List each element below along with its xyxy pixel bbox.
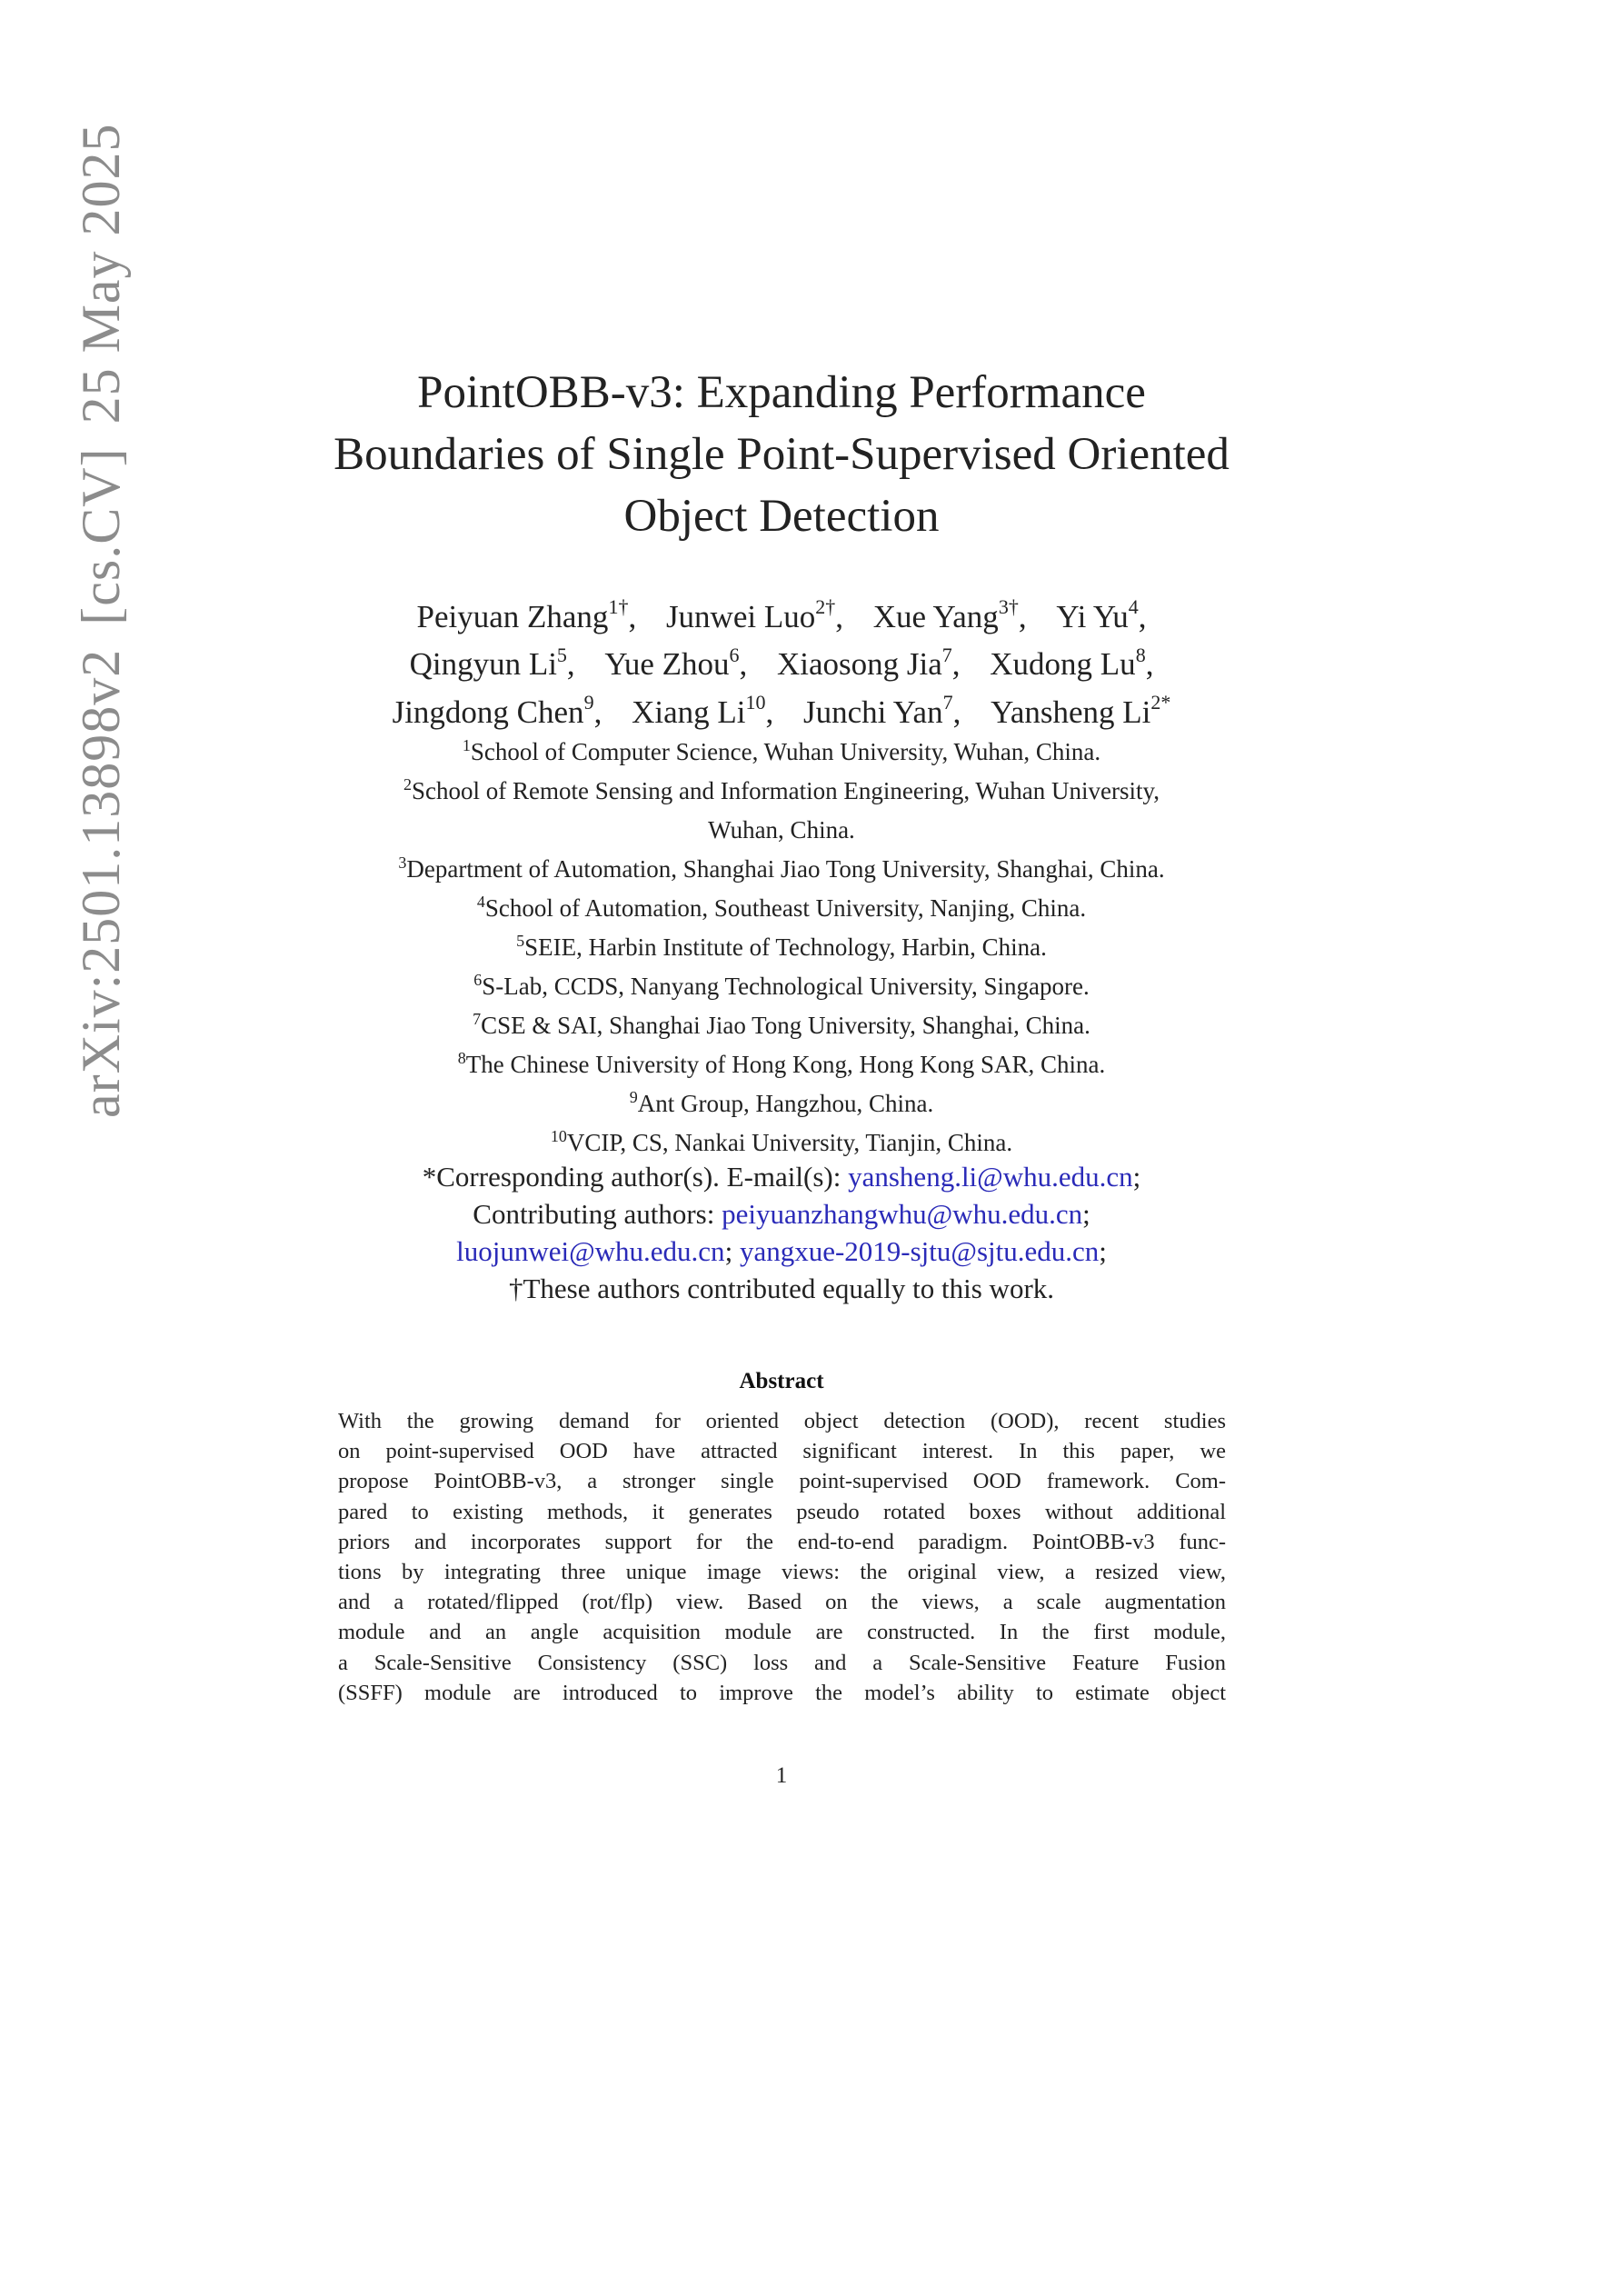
abstract-line: tions by integrating three unique image views: the original view, a resized view, xyxy=(338,1559,1226,1584)
title-line: Boundaries of Single Point-Supervised Oriented xyxy=(334,429,1230,480)
author: Yue Zhou$^6$, xyxy=(604,643,748,683)
author-line xyxy=(273,684,1290,733)
title-line: Object Detection xyxy=(623,491,940,542)
affiliation: $^2$School of Remote Sensing and Information Engineering, Wuhan University, xyxy=(403,775,1160,804)
abstract-line: a Scale-Sensitive Consistency (SSC) loss and a Scale-Sensitive Feature Fusion xyxy=(338,1650,1226,1675)
contributing-line: luojunwei@whu.edu.cn; yangxue-2019-sjtu@sjtu.edu.cn; xyxy=(456,1235,1107,1267)
abstract-line: and a rotated/flipped (rot/flp) view. Based on the views, a scale augmentation xyxy=(338,1590,1226,1615)
abstract-heading: Abstract xyxy=(739,1369,824,1393)
contributing-email-link[interactable]: yangxue-2019-sjtu@sjtu.edu.cn xyxy=(739,1235,1100,1267)
paper-title xyxy=(273,362,1290,547)
affiliation: $^7$CSE & SAI, Shanghai Jiao Tong University, Shanghai, China. xyxy=(473,1010,1090,1039)
abstract-line: module and an angle acquisition module are constructed. In the first module, xyxy=(338,1620,1226,1645)
author: Peiyuan Zhang$^{1\dagger}$, xyxy=(416,595,637,634)
abstract-line: (SSFF) module are introduced to improve the model’s ability to estimate object xyxy=(338,1680,1226,1705)
author-list xyxy=(273,589,1290,733)
arxiv-date: 25 May 2025 xyxy=(71,123,131,424)
abstract-line: pared to existing methods, it generates pseudo rotated boxes without additional xyxy=(338,1499,1226,1524)
affiliation: $^6$S-Lab, CCDS, Nanyang Technological University, Singapore. xyxy=(473,971,1090,1000)
equal-contribution-note: †These authors contributed equally to this work. xyxy=(508,1273,1055,1304)
affiliation: $^4$School of Automation, Southeast University, Nanjing, China. xyxy=(476,893,1087,922)
affiliation: $^3$Department of Automation, Shanghai Jiao Tong University, Shanghai, China. xyxy=(398,854,1165,883)
author: Junchi Yan$^7$, xyxy=(802,691,961,730)
author: Qingyun Li$^5$, xyxy=(409,643,575,683)
affiliation: Wuhan, China. xyxy=(708,816,855,844)
author: Xiang Li$^{10}$, xyxy=(632,691,774,730)
author-line xyxy=(273,589,1290,637)
contact-info xyxy=(273,1158,1290,1307)
affiliation-list xyxy=(273,729,1290,1159)
title-line: PointOBB-v3: Expanding Performance xyxy=(417,367,1146,418)
affiliation: $^8$The Chinese University of Hong Kong, Hong Kong SAR, China. xyxy=(457,1049,1106,1078)
author: Junwei Luo$^{2\dagger}$, xyxy=(665,595,843,634)
arxiv-category: [cs.CV] xyxy=(71,447,131,625)
corresponding-label: *Corresponding author(s). E-mail(s): xyxy=(422,1161,841,1193)
contributing-label: Contributing authors: xyxy=(473,1198,715,1230)
author-line xyxy=(273,637,1290,685)
contributing-email-link[interactable]: peiyuanzhangwhu@whu.edu.cn xyxy=(722,1198,1083,1230)
author: Xudong Lu$^8$, xyxy=(990,643,1154,683)
author: Yansheng $Li^{2*}$ xyxy=(991,691,1171,730)
abstract-line: on point-supervised OOD have attracted significant interest. In this paper, we xyxy=(338,1439,1226,1464)
corresponding-email-link[interactable]: yansheng.li@whu.edu.cn xyxy=(848,1161,1133,1193)
corresponding-line: *Corresponding author(s). E-mail(s): yansheng.li@whu.edu.cn; xyxy=(422,1161,1141,1193)
affiliation: $^{10}$VCIP, CS, Nankai University, Tianjin, China. xyxy=(550,1127,1013,1156)
abstract-line: With the growing demand for oriented object detection (OOD), recent studies xyxy=(338,1409,1226,1433)
author: Xiaosong Jia$^7$, xyxy=(776,643,961,683)
author: Yi Yu$^4$, xyxy=(1056,595,1147,634)
abstract-body xyxy=(338,1406,1226,1708)
arxiv-id: arXiv:2501.13898v2 xyxy=(71,648,131,1118)
affiliation: $^5$SEIE, Harbin Institute of Technology, Harbin, China. xyxy=(516,932,1047,961)
contributing-line: Contributing authors: peiyuanzhangwhu@whu.edu.cn; xyxy=(473,1198,1090,1230)
author: Jingdong Chen$^9$, xyxy=(392,691,602,730)
affiliation: $^1$School of Computer Science, Wuhan University, Wuhan, China. xyxy=(462,736,1101,765)
abstract-line: priors and incorporates support for the end-to-end paradigm. PointOBB-v3 func- xyxy=(338,1529,1226,1554)
page-number: 1 xyxy=(775,1763,788,1788)
abstract-line: propose PointOBB-v3, a stronger single point-supervised OOD framework. Com- xyxy=(338,1469,1226,1494)
author: Xue Yang$^{3\dagger}$, xyxy=(872,595,1027,634)
arxiv-side-stamp xyxy=(70,99,133,1118)
affiliation: $^9$Ant Group, Hangzhou, China. xyxy=(629,1088,934,1117)
contributing-email-link[interactable]: luojunwei@whu.edu.cn xyxy=(456,1235,725,1267)
